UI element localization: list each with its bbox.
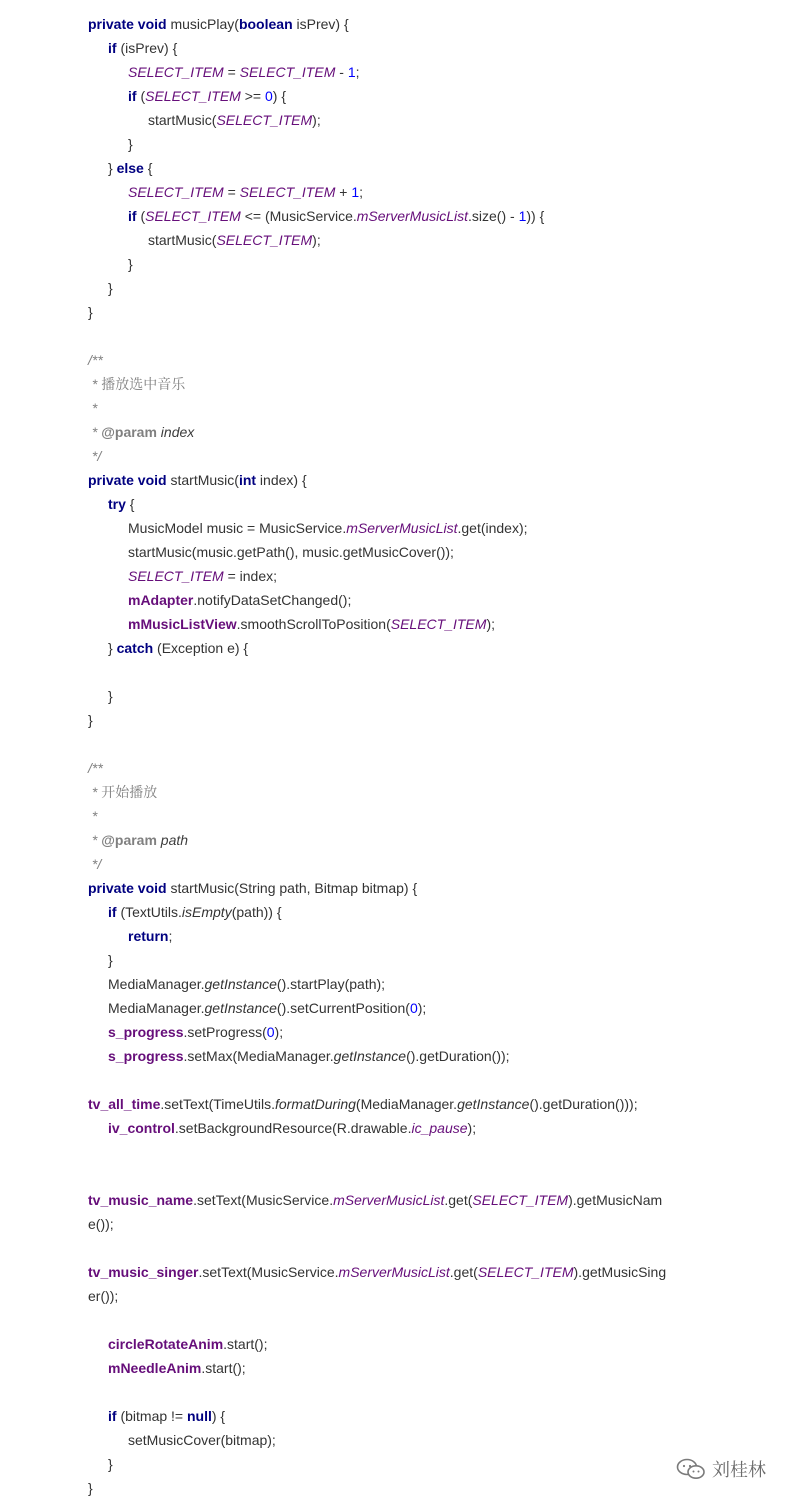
code-line (88, 204, 728, 228)
code-token: = (223, 184, 240, 200)
code-line (88, 1260, 728, 1284)
code-token: .start(); (201, 1360, 246, 1376)
code-line (88, 276, 728, 300)
code-token: e()); (88, 1216, 114, 1232)
code-token: { (125, 496, 135, 512)
code-line (88, 348, 728, 372)
code-token: SELECT_ITEM (390, 616, 487, 632)
watermark (676, 1456, 766, 1482)
code-line (88, 420, 728, 444)
code-token: } (108, 640, 117, 656)
code-token: (path)) { (231, 904, 282, 920)
code-token: if (108, 40, 117, 56)
code-token: } (88, 1480, 93, 1496)
code-token: null (186, 1408, 212, 1424)
code-token: (MediaManager. (355, 1096, 458, 1112)
code-token: mMusicListView (128, 616, 237, 632)
code-line (88, 564, 728, 588)
code-token: SELECT_ITEM (239, 184, 336, 200)
code-line (88, 468, 728, 492)
code-token: setMusicCover(bitmap); (128, 1432, 276, 1448)
code-line (88, 1212, 728, 1236)
code-line (88, 324, 728, 348)
code-token: .get( (449, 1264, 478, 1280)
code-token: ); (312, 112, 321, 128)
code-line (88, 756, 728, 780)
code-token: mNeedleAnim (108, 1360, 202, 1376)
code-token: if (108, 904, 117, 920)
code-token: - (335, 64, 348, 80)
wechat-icon (676, 1458, 706, 1480)
code-line (88, 948, 728, 972)
code-token: * (88, 424, 102, 440)
code-token: .setText(MusicService. (193, 1192, 334, 1208)
code-token: else (116, 160, 144, 176)
code-token: .setText(MusicService. (198, 1264, 339, 1280)
code-token: @param (101, 424, 157, 440)
code-token: { (143, 160, 153, 176)
code-token: ).getMusicSing (573, 1264, 667, 1280)
code-token: index (156, 424, 195, 440)
code-token: s_progress (108, 1024, 184, 1040)
code-token: mAdapter (128, 592, 194, 608)
code-line (88, 660, 728, 684)
code-token: 1 (351, 184, 360, 200)
code-line (88, 60, 728, 84)
code-token: .setBackgroundResource(R.drawable. (174, 1120, 412, 1136)
code-line (88, 924, 728, 948)
code-token: ); (312, 232, 321, 248)
code-token: formatDuring (274, 1096, 356, 1112)
code-token: 播放选中音乐 (101, 376, 186, 392)
code-block (88, 12, 728, 1500)
code-token: startMusic( (166, 472, 239, 488)
code-token: ( (136, 208, 146, 224)
code-token: .smoothScrollToPosition( (236, 616, 391, 632)
code-line (88, 1428, 728, 1452)
code-token: ; (359, 184, 364, 200)
code-token: + (335, 184, 352, 200)
code-token: if (128, 208, 137, 224)
code-line (88, 900, 728, 924)
code-line (88, 396, 728, 420)
code-token: * (88, 832, 102, 848)
code-token: ) { (211, 1408, 226, 1424)
code-line (88, 228, 728, 252)
code-token: index) { (256, 472, 307, 488)
code-token: startMusic( (148, 112, 217, 128)
code-token: <= (MusicService. (240, 208, 357, 224)
code-line (88, 36, 728, 60)
code-token: } (128, 256, 133, 272)
code-token: er()); (88, 1288, 119, 1304)
code-token: @param (101, 832, 157, 848)
code-token: startMusic(music.getPath(), music.getMusicCover()); (128, 544, 454, 560)
code-token: return (128, 928, 169, 944)
code-token: * (88, 808, 98, 824)
code-token: = index; (223, 568, 278, 584)
code-token: (TextUtils. (116, 904, 182, 920)
code-token: 开始播放 (101, 784, 158, 800)
code-token: if (108, 1408, 117, 1424)
code-token: SELECT_ITEM (472, 1192, 569, 1208)
code-token: ic_pause (411, 1120, 468, 1136)
code-token: 0 (266, 1024, 275, 1040)
code-line (88, 612, 728, 636)
code-line (88, 516, 728, 540)
code-token: >= (240, 88, 265, 104)
code-token: ); (486, 616, 495, 632)
code-line (88, 132, 728, 156)
code-token: (isPrev) { (116, 40, 178, 56)
code-token: ); (467, 1120, 477, 1136)
code-token: tv_all_time (88, 1096, 161, 1112)
code-token: SELECT_ITEM (128, 64, 224, 80)
code-line (88, 1068, 728, 1092)
code-token: getInstance (204, 1000, 277, 1016)
code-line (88, 108, 728, 132)
code-token: } (88, 304, 93, 320)
code-token: mServerMusicList (338, 1264, 450, 1280)
code-token: (Exception e) { (153, 640, 249, 656)
code-token: } (128, 136, 133, 152)
code-token: try (108, 496, 126, 512)
code-token: ) { (272, 88, 286, 104)
code-line (88, 1140, 728, 1164)
code-line (88, 1020, 728, 1044)
code-token: */ (88, 856, 102, 872)
code-line (88, 1452, 728, 1476)
code-line (88, 588, 728, 612)
code-token: (bitmap != (116, 1408, 187, 1424)
code-token: ().getDuration())); (529, 1096, 638, 1112)
code-token: if (128, 88, 137, 104)
code-token: SELECT_ITEM (145, 88, 241, 104)
code-token: .setProgress( (183, 1024, 267, 1040)
watermark-text: 刘桂林 (712, 1460, 766, 1480)
code-line (88, 444, 728, 468)
code-line (88, 708, 728, 732)
code-token: ; (355, 64, 360, 80)
code-token: .get( (444, 1192, 473, 1208)
code-token: } (108, 280, 113, 296)
code-line (88, 732, 728, 756)
code-token: } (108, 1456, 113, 1472)
code-line (88, 492, 728, 516)
code-token: MusicModel music = MusicService. (128, 520, 347, 536)
code-token: ().setCurrentPosition( (276, 1000, 410, 1016)
code-token: SELECT_ITEM (216, 112, 313, 128)
code-token: } (108, 160, 117, 176)
code-token: 1 (518, 208, 527, 224)
code-token: .start(); (223, 1336, 268, 1352)
code-token: catch (116, 640, 154, 656)
code-token: } (88, 712, 93, 728)
code-line (88, 1236, 728, 1260)
code-token: private void (88, 16, 167, 32)
code-token: mServerMusicList (356, 208, 469, 224)
code-token: ); (417, 1000, 427, 1016)
code-token: } (108, 952, 113, 968)
code-token: ); (274, 1024, 284, 1040)
code-token: * (88, 400, 98, 416)
code-token: getInstance (457, 1096, 530, 1112)
code-token: startMusic( (148, 232, 217, 248)
code-token: MediaManager. (108, 1000, 205, 1016)
code-token: mServerMusicList (346, 520, 458, 536)
code-line (88, 1356, 728, 1380)
code-token: SELECT_ITEM (128, 184, 224, 200)
code-token: SELECT_ITEM (477, 1264, 574, 1280)
code-token: 0 (264, 88, 273, 104)
code-line (88, 1188, 728, 1212)
code-line (88, 828, 728, 852)
code-line (88, 852, 728, 876)
code-token: isPrev) { (292, 16, 349, 32)
code-line (88, 1284, 728, 1308)
code-line (88, 180, 728, 204)
code-token: startMusic(String path, Bitmap bitmap) { (166, 880, 418, 896)
code-token: int (238, 472, 257, 488)
code-line (88, 300, 728, 324)
code-line (88, 876, 728, 900)
code-token: } (108, 688, 113, 704)
code-line (88, 1092, 728, 1116)
code-line (88, 252, 728, 276)
code-token: SELECT_ITEM (239, 64, 336, 80)
code-line (88, 84, 728, 108)
code-token: * (88, 376, 102, 392)
code-token: tv_music_name (88, 1192, 194, 1208)
code-token: musicPlay( (166, 16, 239, 32)
code-token: ).getMusicNam (568, 1192, 663, 1208)
code-token: 1 (347, 64, 356, 80)
code-line (88, 636, 728, 660)
code-token: private void (88, 880, 167, 896)
code-token: path (156, 832, 189, 848)
code-token: iv_control (108, 1120, 175, 1136)
code-line (88, 804, 728, 828)
code-token: /** (88, 352, 103, 368)
code-token: .size() - (468, 208, 519, 224)
code-token: getInstance (333, 1048, 407, 1064)
code-token: */ (88, 448, 102, 464)
code-line (88, 972, 728, 996)
code-token: MediaManager. (108, 976, 205, 992)
code-line (88, 156, 728, 180)
code-token: SELECT_ITEM (128, 568, 224, 584)
code-line (88, 540, 728, 564)
code-token: .get(index); (457, 520, 528, 536)
code-token: 0 (409, 1000, 418, 1016)
code-token: = (223, 64, 240, 80)
code-line (88, 780, 728, 804)
code-token: * (88, 784, 102, 800)
code-line (88, 1164, 728, 1188)
code-line (88, 1476, 728, 1500)
code-line (88, 1380, 728, 1404)
code-token: .setText(TimeUtils. (160, 1096, 275, 1112)
code-token: ().getDuration()); (406, 1048, 510, 1064)
code-token: s_progress (108, 1048, 184, 1064)
code-token: boolean (238, 16, 293, 32)
code-line (88, 1404, 728, 1428)
code-line (88, 1044, 728, 1068)
code-token: /** (88, 760, 103, 776)
code-line (88, 12, 728, 36)
code-token: circleRotateAnim (108, 1336, 224, 1352)
code-token: .notifyDataSetChanged(); (193, 592, 352, 608)
code-token: mServerMusicList (333, 1192, 445, 1208)
code-token: ().startPlay(path); (276, 976, 386, 992)
code-line (88, 372, 728, 396)
code-token: .setMax(MediaManager. (183, 1048, 334, 1064)
code-line (88, 996, 728, 1020)
code-token: getInstance (204, 976, 277, 992)
code-line (88, 684, 728, 708)
code-token: private void (88, 472, 167, 488)
code-line (88, 1116, 728, 1140)
code-token: isEmpty (181, 904, 232, 920)
code-token: SELECT_ITEM (145, 208, 241, 224)
code-token: )) { (526, 208, 545, 224)
code-token: ( (136, 88, 146, 104)
code-line (88, 1332, 728, 1356)
code-token: SELECT_ITEM (216, 232, 313, 248)
code-token: ; (168, 928, 173, 944)
code-line (88, 1308, 728, 1332)
code-token: tv_music_singer (88, 1264, 199, 1280)
